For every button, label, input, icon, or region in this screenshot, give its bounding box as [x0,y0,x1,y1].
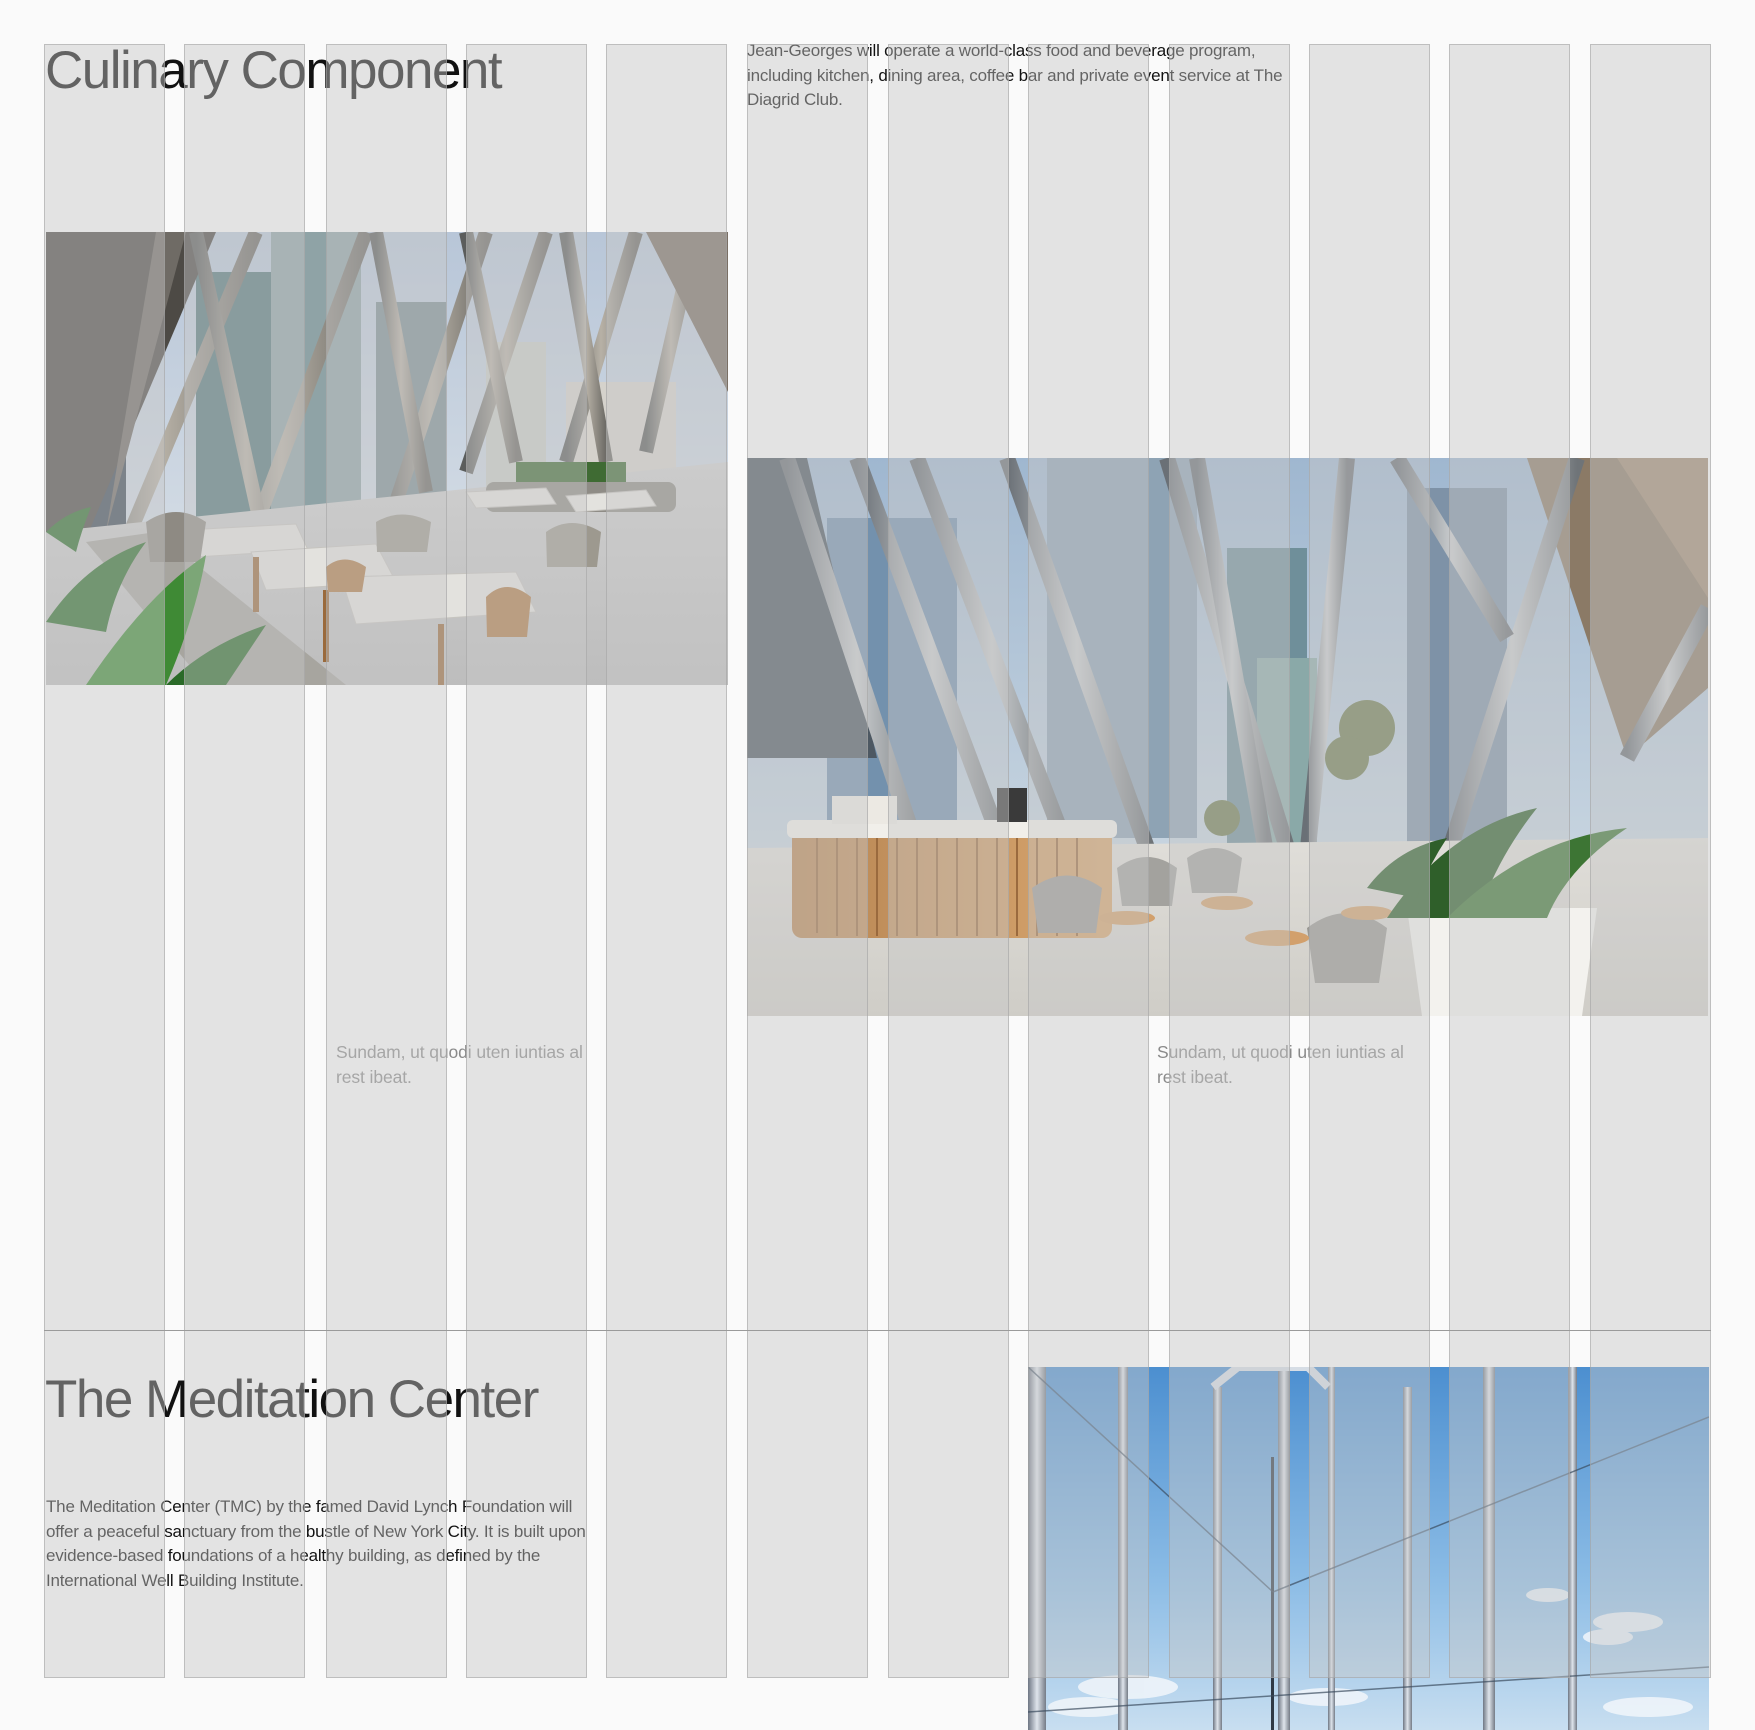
coffee-bar-photo-caption: Sundam, ut quodi uten iuntias al rest ibeat. [1157,1042,1404,1087]
dining-area-photo [46,232,728,685]
meditation-center-photo [1028,1367,1709,1730]
culinary-description: Jean-Georges will operate a world-class food and beverage program, including kitchen, dining area, coffee bar and private event service at The Diagrid Club. [747,41,1283,109]
culinary-title: Culinary Component [45,41,502,100]
section-divider [44,1330,1711,1331]
meditation-title: The Meditation Center [45,1370,538,1429]
meditation-description: The Meditation Center (TMC) by the famed David Lynch Foundation will offer a peaceful sanctuary from the bustle of New York City. It is built upon evidence-based foundations of a healthy building, as defined by the International Well Building Institute. [46,1497,586,1590]
coffee-bar-photo [747,458,1708,1016]
dining-photo-caption: Sundam, ut quodi uten iuntias al rest ibeat. [336,1042,583,1087]
